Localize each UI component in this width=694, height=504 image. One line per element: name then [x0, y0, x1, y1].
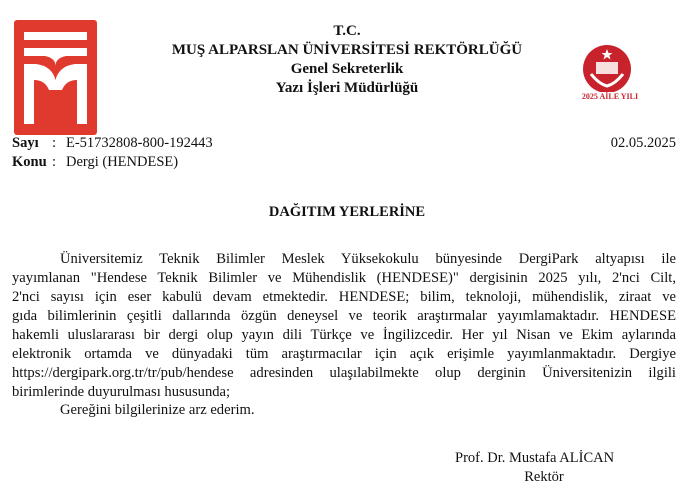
header-office: Yazı İşleri Müdürlüğü — [275, 80, 419, 96]
signatory-title: Rektör — [524, 469, 564, 485]
konu-label: Konu — [12, 154, 47, 170]
family-year-logo-text: 2025 AİLE YILI — [581, 92, 639, 101]
recipient-heading: DAĞITIM YERLERİNE — [268, 204, 426, 220]
sayi-label: Sayı — [12, 135, 39, 151]
konu-value: Dergi (HENDESE) — [66, 154, 179, 170]
body-line: 2'nci sayısı için eser kabulü devam etmektedir. HENDESE; bilim, teknoloji, mühendislik, ziraat ve — [12, 289, 676, 305]
header-university: MUŞ ALPARSLAN ÜNİVERSİTESİ REKTÖRLÜĞÜ — [171, 42, 523, 58]
sayi-value: E-51732808-800-192443 — [66, 135, 213, 151]
body-line: elektronik ortamda ve dünyadaki tüm araştırmacılar için açık erişimle yayımlanmaktadır. Dergiye — [12, 346, 676, 362]
konu-row — [12, 153, 178, 172]
konu-colon: : — [52, 154, 57, 170]
document-date: 02.05.2025 — [610, 135, 676, 151]
sayi-row — [12, 134, 213, 153]
header-department: Genel Sekreterlik — [290, 61, 404, 77]
body-line: Üniversitemiz Teknik Bilimler Meslek Yüksekokulu bünyesinde DergiPark altyapısı ile — [60, 251, 676, 267]
body-line: https://dergipark.org.tr/tr/pub/hendese adresinden ulaşılabilmekte olup derginin Üniversitenizin ilgili — [12, 365, 676, 381]
closing-line: Gereğini bilgilerinize arz ederim. — [60, 402, 255, 418]
sayi-colon: : — [52, 135, 57, 151]
body-line: yayımlanan "Hendese Teknik Bilimler ve Mühendislik (HENDESE)" dergisinin 2025 yılı, 2'nci Cilt, — [12, 270, 676, 286]
body-line: gıda bilimlerinin çeşitli dallarında özgün deneysel ve teorik araştırmalar yayımlamaktadır. HENDESE — [12, 308, 676, 324]
family-year-logo — [565, 36, 649, 92]
body-line: birimlerinde duyurulması hususunda; — [12, 384, 231, 400]
signatory-name: Prof. Dr. Mustafa ALİCAN — [455, 450, 615, 466]
body-line: hakemli uluslararası bir dergi olup yayın dili Türkçe ve İngilizcedir. Her yıl Nisan ve Ekim aylarında — [12, 327, 676, 343]
header-tc: T.C. — [333, 23, 361, 39]
